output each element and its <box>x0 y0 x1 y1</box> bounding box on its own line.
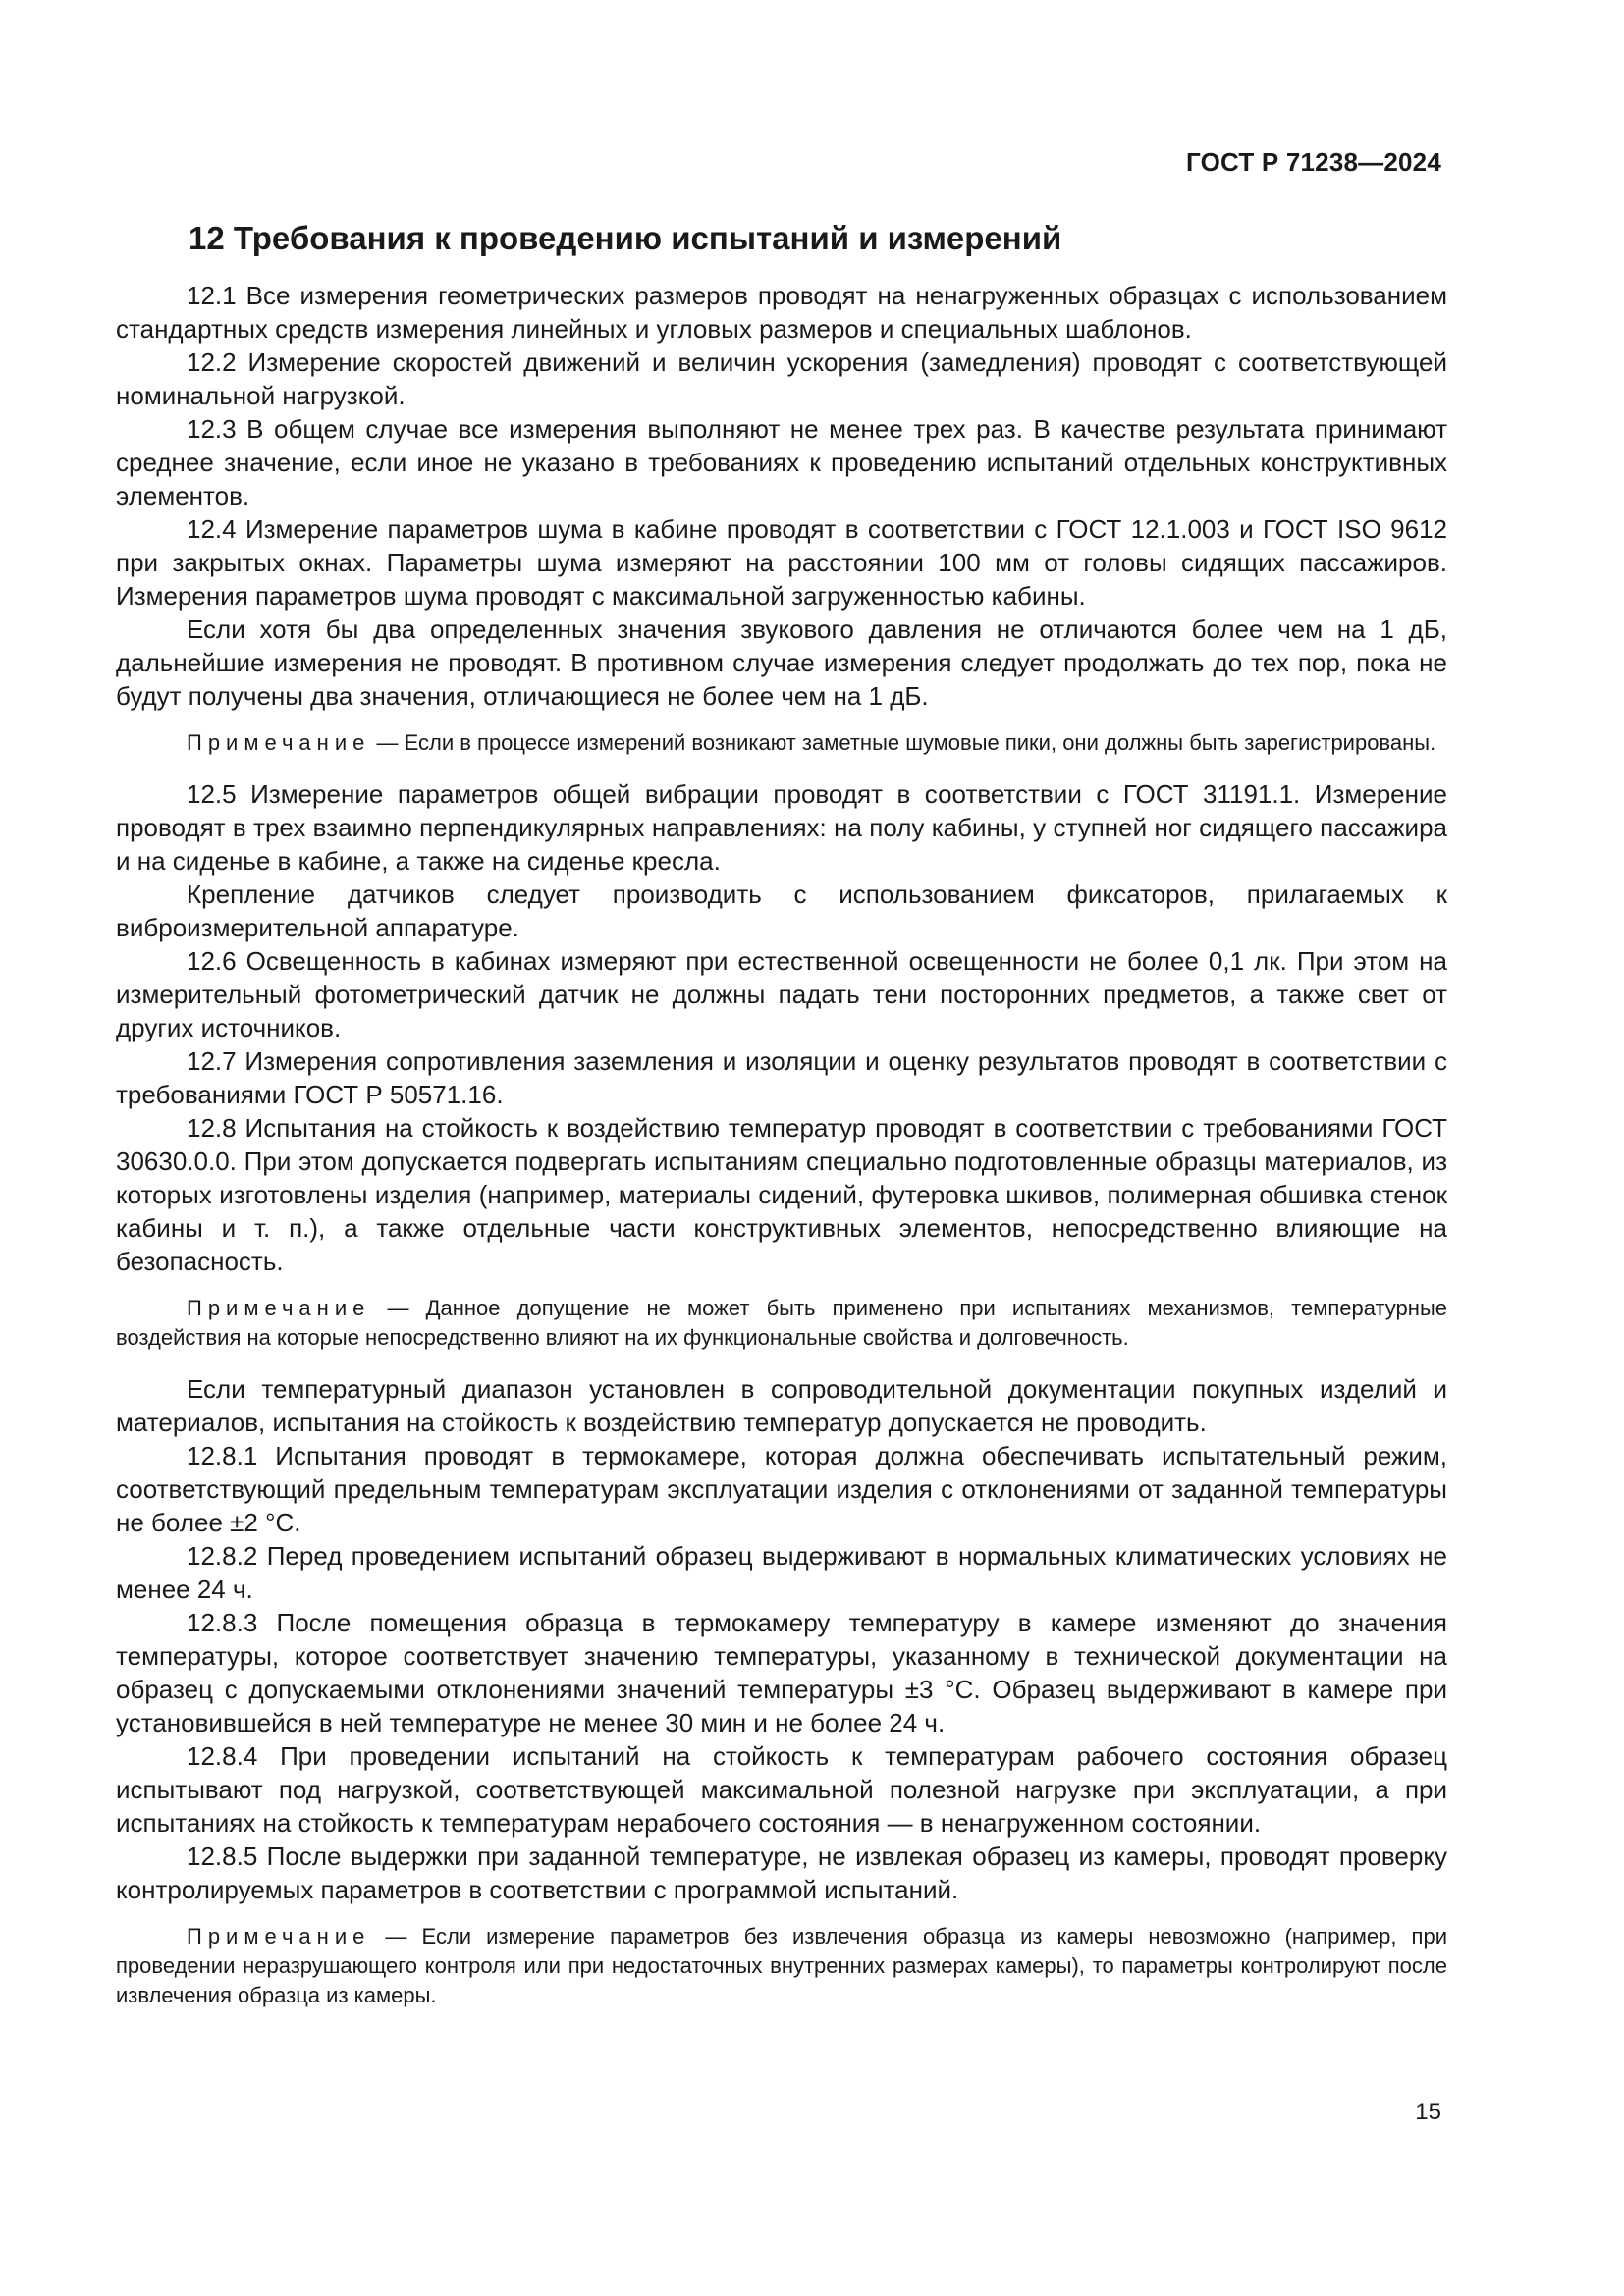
note-text: — Если измерение параметров без извлечения образца из камеры невозможно (например, при проведении неразрушающего контроля или при недостаточных внутренних размерах камеры), то параметры контролируют после извлечения образца из камеры. <box>116 1924 1447 2007</box>
note-label: Примечание <box>187 1924 371 1949</box>
note-label: Примечание <box>187 730 371 755</box>
paragraph-12-8-5: 12.8.5 После выдержки при заданной температуре, не извлекая образец из камеры, проводят проверку контролируемых параметров в соответствии с программой испытаний. <box>116 1842 1447 1904</box>
paragraph-12-8-4: 12.8.4 При проведении испытаний на стойкость к температурам рабочего состояния образец испытывают под нагрузкой, соответствующей максимальной полезной нагрузке при эксплуатации, а при испытаниях на стойкость к температурам нерабочего состояния — в ненагруженном состоянии. <box>116 1741 1447 1838</box>
note-label: Примечание <box>187 1296 371 1320</box>
note-2 <box>116 1294 1447 1353</box>
paragraph-12-5: 12.5 Измерение параметров общей вибрации проводят в соответствии с ГОСТ 31191.1. Измерение проводят в трех взаимно перпендикулярных направлениях: на полу кабины, у ступней ног сидящего пассажира и на сиденье в кабине, а также на сиденье кресла. <box>116 779 1447 876</box>
paragraph-12-6: 12.6 Освещенность в кабинах измеряют при естественной освещенности не более 0,1 лк. При этом на измерительный фотометрический датчик не должны падать тени посторонних предметов, а также свет от других источников. <box>116 946 1447 1042</box>
note-text: — Данное допущение не может быть применено при испытаниях механизмов, температурные воздействия на которые непосредственно влияют на их функциональные свойства и долговечность. <box>116 1296 1447 1350</box>
page-content <box>116 220 1447 2030</box>
note-3 <box>116 1922 1447 2010</box>
paragraph-12-8-cont: Если температурный диапазон установлен в сопроводительной документации покупных изделий и материалов, испытания на стойкость к воздействию температур допускается не проводить. <box>116 1374 1447 1437</box>
note-text: — Если в процессе измерений возникают заметные шумовые пики, они должны быть зарегистрированы. <box>370 730 1436 755</box>
paragraph-12-8: 12.8 Испытания на стойкость к воздействию температур проводят в соответствии с требованиями ГОСТ 30630.0.0. При этом допускается подвергать испытаниям специально подготовленные образцы материалов, из которых изготовлены изделия (например, материалы сидений, футеровка шкивов, полимерная обшивка стенок кабины и т. п.), а также отдельные части конструктивных элементов, непосредственно влияющие на безопасность. <box>116 1113 1447 1276</box>
paragraph-12-7: 12.7 Измерения сопротивления заземления и изоляции и оценку результатов проводят в соответствии с требованиями ГОСТ Р 50571.16. <box>116 1046 1447 1109</box>
paragraph-12-3: 12.3 В общем случае все измерения выполняют не менее трех раз. В качестве результата принимают среднее значение, если иное не указано в требованиях к проведению испытаний отдельных конструктивных элементов. <box>116 414 1447 510</box>
paragraph-12-2: 12.2 Измерение скоростей движений и величин ускорения (замедления) проводят с соответствующей номинальной нагрузкой. <box>116 347 1447 410</box>
paragraph-12-5-cont: Крепление датчиков следует производить с использованием фиксаторов, прилагаемых к виброизмерительной аппаратуре. <box>116 880 1447 942</box>
paragraph-12-8-1: 12.8.1 Испытания проводят в термокамере, которая должна обеспечивать испытательный режим, соответствующий предельным температурам эксплуатации изделия с отклонениями от заданной температуры не более ±2 °С. <box>116 1441 1447 1537</box>
paragraph-12-8-3: 12.8.3 После помещения образца в термокамеру температуру в камере изменяют до значения температуры, которое соответствует значению температуры, указанному в технической документации на образец с допускаемыми отклонениями значений температуры ±3 °С. Образец выдерживают в камере при установившейся в ней температуре не менее 30 мин и не более 24 ч. <box>116 1608 1447 1737</box>
paragraph-12-4-cont: Если хотя бы два определенных значения звукового давления не отличаются более чем на 1 дБ, дальнейшие измерения не проводят. В противном случае измерения следует продолжать до тех пор, пока не будут получены два значения, отличающиеся не более чем на 1 дБ. <box>116 614 1447 711</box>
page-number: 15 <box>1415 2099 1441 2125</box>
paragraph-12-8-2: 12.8.2 Перед проведением испытаний образец выдерживают в нормальных климатических условиях не менее 24 ч. <box>116 1541 1447 1604</box>
standard-number: ГОСТ Р 71238—2024 <box>1186 147 1441 177</box>
paragraph-12-1: 12.1 Все измерения геометрических размеров проводят на ненагруженных образцах с использованием стандартных средств измерения линейных и угловых размеров и специальных шаблонов. <box>116 281 1447 344</box>
paragraph-12-4: 12.4 Измерение параметров шума в кабине проводят в соответствии с ГОСТ 12.1.003 и ГОСТ ISO 9612 при закрытых окнах. Параметры шума измеряют на расстоянии 100 мм от головы сидящих пассажиров. Измерения параметров шума проводят с максимальной загруженностью кабины. <box>116 514 1447 611</box>
note-1 <box>116 728 1447 758</box>
section-heading: 12 Требования к проведению испытаний и измерений <box>189 220 1062 256</box>
